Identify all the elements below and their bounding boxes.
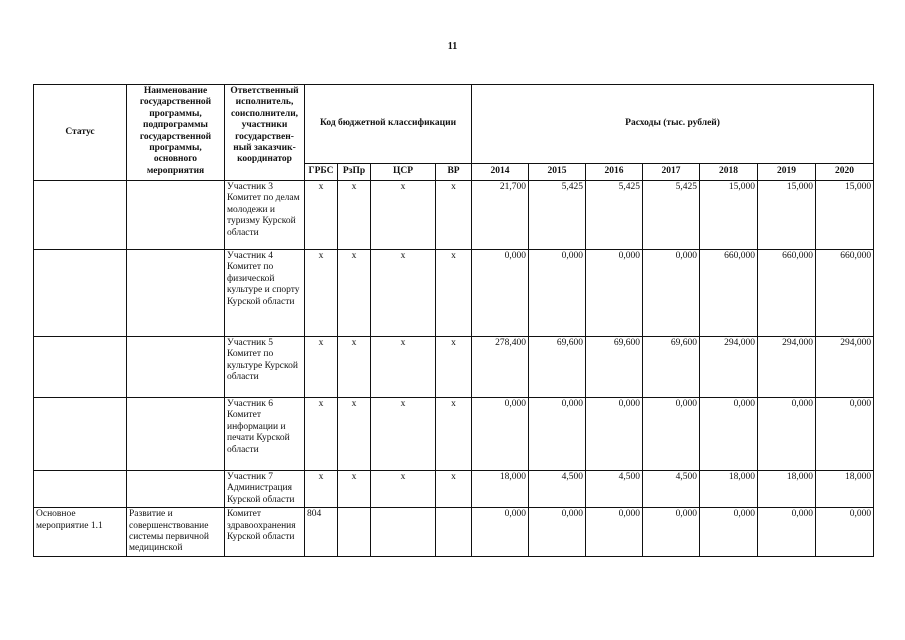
cell-csr: [371, 508, 436, 557]
table-row: [34, 250, 874, 337]
cell-2017: 5,425: [643, 181, 700, 250]
header-year-2020: 2020: [816, 164, 874, 181]
cell-2019: 660,000: [758, 250, 816, 337]
cell-name: [127, 337, 225, 398]
header-name: Наименование государственной программы, подпрограммы государственной программы, основного мероприятия: [127, 85, 225, 181]
header-rzpr: РзПр: [338, 164, 371, 181]
cell-2020: 15,000: [816, 181, 874, 250]
cell-2017: 0,000: [643, 398, 700, 471]
header-expenses: Расходы (тыс. рублей): [472, 85, 874, 164]
cell-2014: 278,400: [472, 337, 529, 398]
header-year-2016: 2016: [586, 164, 643, 181]
cell-2018: 0,000: [700, 398, 758, 471]
cell-rzpr: х: [338, 398, 371, 471]
header-executor: Ответственный исполнитель, соисполнители, участники государствен-ный заказчик-координатор: [225, 85, 305, 181]
header-grbs: ГРБС: [305, 164, 338, 181]
cell-csr: х: [371, 181, 436, 250]
cell-2015: 0,000: [529, 250, 586, 337]
cell-vr: [436, 508, 472, 557]
table-row: [34, 398, 874, 471]
cell-executor: Участник 3 Комитет по делам молодежи и туризму Курской области: [225, 181, 305, 250]
header-year-2019: 2019: [758, 164, 816, 181]
table-row: [34, 337, 874, 398]
cell-grbs: х: [305, 250, 338, 337]
cell-csr: х: [371, 250, 436, 337]
header-year-2015: 2015: [529, 164, 586, 181]
cell-2015: 0,000: [529, 398, 586, 471]
cell-executor: Участник 6 Комитет информации и печати Курской области: [225, 398, 305, 471]
cell-status: Основное мероприятие 1.1: [34, 508, 127, 557]
cell-2018: 660,000: [700, 250, 758, 337]
cell-grbs: х: [305, 337, 338, 398]
cell-2014: 0,000: [472, 250, 529, 337]
cell-name: [127, 250, 225, 337]
cell-2016: 0,000: [586, 250, 643, 337]
cell-grbs: х: [305, 471, 338, 508]
cell-vr: х: [436, 250, 472, 337]
cell-2019: 18,000: [758, 471, 816, 508]
cell-executor: Участник 7 Администрация Курской области: [225, 471, 305, 508]
cell-vr: х: [436, 181, 472, 250]
cell-grbs: х: [305, 181, 338, 250]
cell-rzpr: х: [338, 181, 371, 250]
cell-2020: 18,000: [816, 471, 874, 508]
cell-vr: х: [436, 337, 472, 398]
cell-name: [127, 398, 225, 471]
cell-name: Развитие и совершенствование системы первичной медицинской: [127, 508, 225, 557]
header-year-2018: 2018: [700, 164, 758, 181]
cell-2014: 0,000: [472, 398, 529, 471]
cell-2016: 69,600: [586, 337, 643, 398]
cell-2020: 0,000: [816, 508, 874, 557]
cell-2014: 18,000: [472, 471, 529, 508]
header-budget-code: Код бюджетной классификации: [305, 85, 472, 164]
cell-vr: х: [436, 471, 472, 508]
cell-2020: 660,000: [816, 250, 874, 337]
cell-2017: 0,000: [643, 508, 700, 557]
cell-2019: 15,000: [758, 181, 816, 250]
table-row: [34, 508, 874, 557]
cell-name: [127, 181, 225, 250]
cell-vr: х: [436, 398, 472, 471]
table-row: [34, 471, 874, 508]
cell-2018: 15,000: [700, 181, 758, 250]
cell-status: [34, 398, 127, 471]
cell-2019: 0,000: [758, 508, 816, 557]
cell-grbs: 804: [305, 508, 338, 557]
cell-2015: 0,000: [529, 508, 586, 557]
page-number: 11: [447, 41, 458, 52]
header-year-2017: 2017: [643, 164, 700, 181]
cell-2020: 294,000: [816, 337, 874, 398]
cell-2014: 21,700: [472, 181, 529, 250]
cell-2014: 0,000: [472, 508, 529, 557]
header-csr: ЦСР: [371, 164, 436, 181]
cell-2017: 0,000: [643, 250, 700, 337]
cell-2016: 0,000: [586, 398, 643, 471]
cell-2015: 5,425: [529, 181, 586, 250]
header-status: Статус: [34, 85, 127, 181]
cell-2016: 5,425: [586, 181, 643, 250]
cell-2015: 69,600: [529, 337, 586, 398]
cell-rzpr: [338, 508, 371, 557]
cell-2015: 4,500: [529, 471, 586, 508]
cell-2018: 18,000: [700, 471, 758, 508]
header-year-2014: 2014: [472, 164, 529, 181]
cell-2019: 294,000: [758, 337, 816, 398]
header-vr: ВР: [436, 164, 472, 181]
cell-2020: 0,000: [816, 398, 874, 471]
cell-status: [34, 471, 127, 508]
cell-status: [34, 250, 127, 337]
cell-grbs: х: [305, 398, 338, 471]
cell-executor: Комитет здравоохранения Курской области: [225, 508, 305, 557]
cell-2017: 4,500: [643, 471, 700, 508]
cell-csr: х: [371, 471, 436, 508]
cell-rzpr: х: [338, 337, 371, 398]
cell-2018: 294,000: [700, 337, 758, 398]
cell-name: [127, 471, 225, 508]
cell-status: [34, 337, 127, 398]
cell-executor: Участник 4 Комитет по физической культуре и спорту Курской области: [225, 250, 305, 337]
budget-table: [33, 84, 874, 557]
table-row: [34, 181, 874, 250]
cell-2018: 0,000: [700, 508, 758, 557]
cell-rzpr: х: [338, 471, 371, 508]
cell-rzpr: х: [338, 250, 371, 337]
cell-2016: 4,500: [586, 471, 643, 508]
cell-csr: х: [371, 337, 436, 398]
cell-2017: 69,600: [643, 337, 700, 398]
cell-2016: 0,000: [586, 508, 643, 557]
cell-executor: Участник 5 Комитет по культуре Курской области: [225, 337, 305, 398]
cell-status: [34, 181, 127, 250]
cell-2019: 0,000: [758, 398, 816, 471]
cell-csr: х: [371, 398, 436, 471]
